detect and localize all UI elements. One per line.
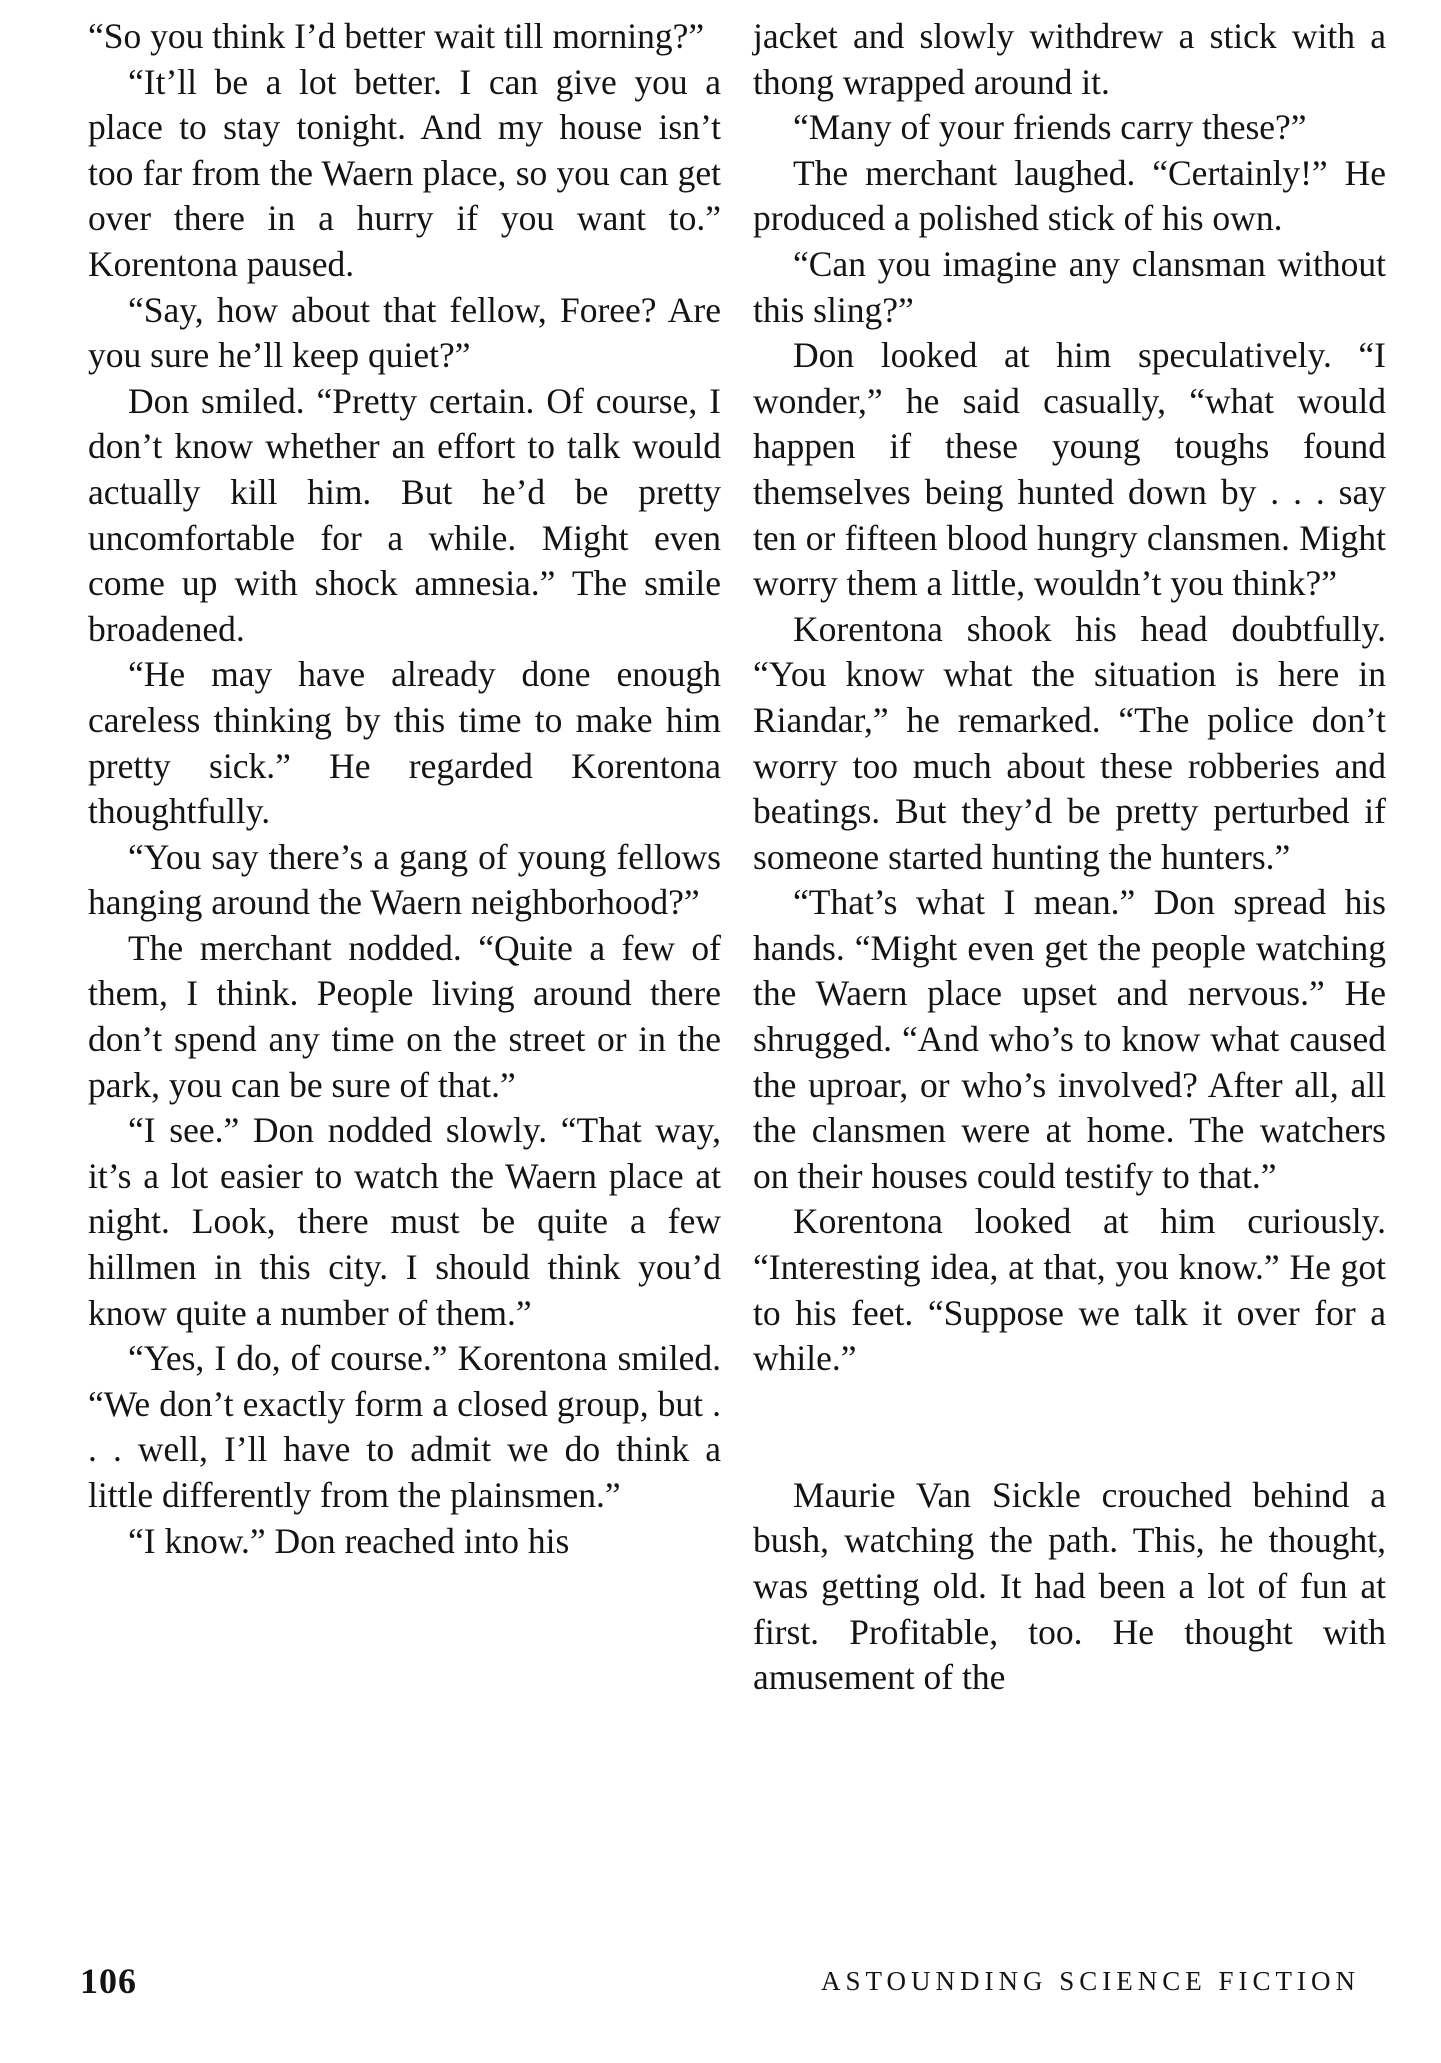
- running-title: ASTOUNDING SCIENCE FICTION: [820, 1966, 1360, 1996]
- page-footer: [80, 1960, 1360, 2010]
- left-text-column: [88, 14, 721, 1564]
- paragraph: The merchant nodded. “Quite a few of them, I think. People living around there don’t spend any time on the street or in the park, you can be sure of that.”: [88, 927, 721, 1105]
- paragraph: “He may have already done enough careless thinking by this time to make him pretty sick.” He regarded Korentona thoughtfully.: [88, 654, 721, 832]
- paragraph: “I see.” Don nodded slowly. “That way, it’s a lot easier to watch the Waern place at night. Look, there must be quite a few hillmen in this city. I should think you’d know quite a number of them.”: [88, 1110, 721, 1333]
- paragraph: “Many of your friends carry these?”: [793, 107, 1307, 148]
- paragraph: “I know.” Don reached into his: [128, 1520, 570, 1561]
- paragraph: Don looked at him speculatively. “I wonder,” he said casually, “what would happen if these young toughs found themselves being hunted down by . . . say ten or fifteen blood hungry clansmen. Might worry them a little, wouldn’t you think?”: [753, 335, 1386, 604]
- paragraph: “Say, how about that fellow, Foree? Are you sure he’ll keep quiet?”: [88, 289, 721, 376]
- paragraph: Don smiled. “Pretty certain. Of course, I don’t know whether an effort to talk would actually kill him. But he’d be pretty uncomfortable for a while. Might even come up with shock amnesia.” The smile broadened.: [88, 380, 721, 649]
- paragraph: The merchant laughed. “Certainly!” He produced a polished stick of his own.: [753, 152, 1386, 239]
- right-text-column: [753, 14, 1386, 1701]
- paragraph: “Yes, I do, of course.” Korentona smiled. “We don’t exactly form a closed group, but . . . well, I’ll have to admit we do think a little differently from the plainsmen.”: [88, 1338, 721, 1515]
- paragraph: “That’s what I mean.” Don spread his hands. “Might even get the people watching the Waern place upset and nervous.” He shrugged. “And who’s to know what caused the uproar, or who’s involved? After all, all the clansmen were at home. The watchers on their houses could testify to that.”: [753, 882, 1386, 1196]
- paragraph: “So you think I’d better wait till morning?”: [88, 16, 705, 56]
- paragraph: Korentona looked at him curiously. “Interesting idea, at that, you know.” He got to his feet. “Suppose we talk it over for a while.”: [753, 1201, 1386, 1379]
- paragraph: “It’ll be a lot better. I can give you a place to stay tonight. And my house isn’t too far from the Waern place, so you can get over there in a hurry if you want to.” Korentona paused.: [88, 61, 721, 284]
- paragraph: “You say there’s a gang of young fellows hanging around the Waern neighborhood?”: [88, 836, 721, 923]
- paragraph: Maurie Van Sickle crouched behind a bush, watching the path. This, he thought, was getting old. It had been a lot of fun at first. Profitable, too. He thought with amusement of the: [753, 1474, 1386, 1698]
- paragraph: “Can you imagine any clansman without this sling?”: [753, 243, 1386, 330]
- page-number: 106: [80, 1961, 137, 2001]
- paragraph: Korentona shook his head doubtfully. “You know what the situation is here in Riandar,” he remarked. “The police don’t worry too much about these robberies and beatings. But they’d be pretty perturbed if someone started hunting the hunters.”: [753, 608, 1386, 877]
- paragraph: jacket and slowly withdrew a stick with a thong wrapped around it.: [753, 16, 1386, 102]
